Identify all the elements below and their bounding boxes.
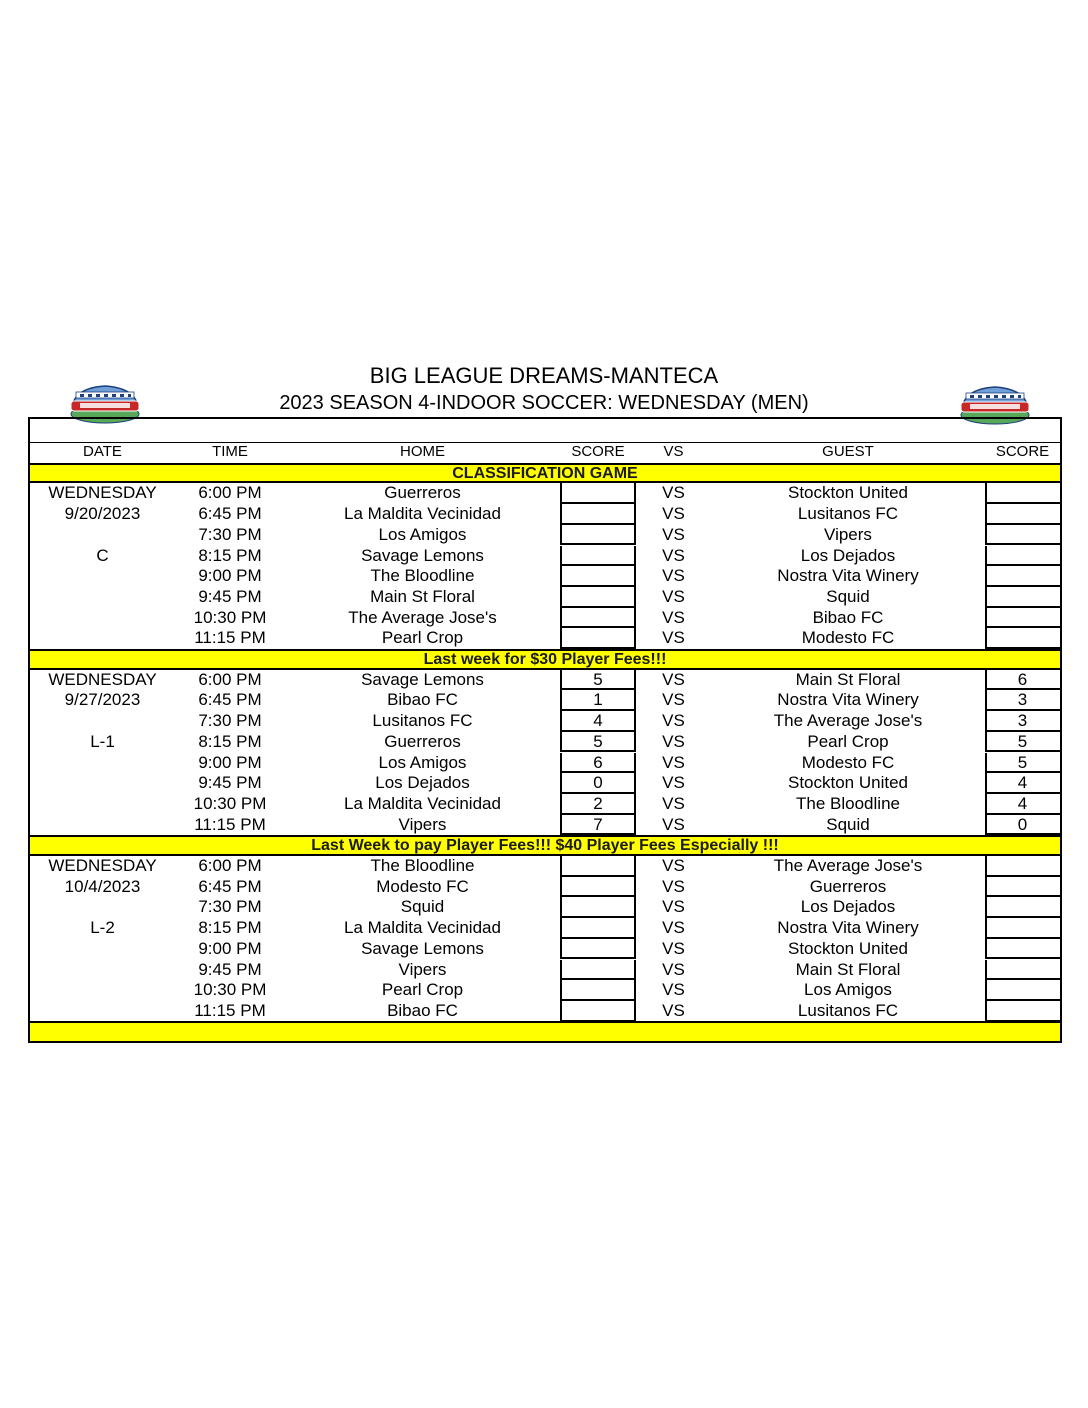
game-time: 6:45 PM [198, 504, 262, 524]
home-score [560, 918, 636, 939]
game-time: 6:00 PM [198, 483, 262, 503]
vs-label: VS [662, 545, 685, 565]
table-row [30, 546, 1060, 567]
game-time: 6:00 PM [198, 856, 262, 875]
game-time: 9:00 PM [198, 566, 262, 586]
home-score: 6 [593, 752, 603, 772]
guest-team: Main St Floral [795, 669, 901, 689]
guest-score [985, 628, 1060, 649]
round-label: L-2 [90, 918, 115, 938]
column-header-home: HOME [400, 443, 445, 460]
home-team: Modesto FC [376, 876, 469, 896]
vs-label: VS [662, 607, 685, 627]
game-time: 8:15 PM [198, 545, 262, 565]
vs-label: VS [662, 980, 685, 1000]
guest-score [985, 504, 1060, 525]
home-team: The Bloodline [370, 566, 475, 586]
home-score [560, 877, 636, 898]
table-row [30, 794, 1060, 815]
guest-score [985, 546, 1060, 567]
home-score [560, 587, 636, 608]
vs-label: VS [662, 897, 685, 917]
game-time: 9:00 PM [198, 752, 262, 772]
vs-label: VS [662, 1000, 685, 1020]
home-score [560, 608, 636, 629]
vs-label: VS [662, 690, 685, 710]
home-team: Los Dejados [375, 773, 470, 793]
game-time: 9:45 PM [198, 959, 262, 979]
table-row [30, 753, 1060, 774]
home-score: 5 [593, 731, 603, 751]
home-score [560, 504, 636, 525]
guest-team: Stockton United [787, 483, 908, 503]
home-team: Main St Floral [370, 586, 475, 606]
guest-score: 5 [1017, 752, 1028, 772]
table-row [30, 525, 1060, 546]
guest-score [985, 608, 1060, 629]
schedule-table [28, 417, 1062, 1043]
vs-label: VS [662, 483, 685, 503]
guest-team: Lusitanos FC [797, 1000, 899, 1020]
table-row [30, 877, 1060, 898]
vs-label: VS [662, 856, 685, 875]
guest-score [985, 960, 1060, 981]
table-row [30, 897, 1060, 918]
home-team: Vipers [398, 959, 447, 979]
home-team: Los Amigos [378, 752, 467, 772]
guest-team: The Average Jose's [773, 711, 923, 731]
home-team: Squid [400, 897, 445, 917]
guest-score [985, 897, 1060, 918]
guest-score [985, 1001, 1060, 1022]
home-score [560, 483, 636, 504]
vs-label: VS [662, 918, 685, 938]
section-banner: Last Week to pay Player Fees!!! $40 Player Fees Especially !!! [30, 835, 1060, 856]
game-time: 10:30 PM [193, 607, 267, 627]
home-team: Savage Lemons [361, 545, 484, 565]
game-time: 8:15 PM [198, 731, 262, 751]
vs-label: VS [662, 524, 685, 544]
game-date: 9/20/2023 [64, 504, 141, 524]
column-header-time: TIME [212, 443, 248, 460]
vs-label: VS [662, 959, 685, 979]
guest-score [985, 566, 1060, 587]
guest-team: Guerreros [809, 876, 887, 896]
table-row [30, 980, 1060, 1001]
guest-score: 5 [1017, 731, 1028, 751]
game-time: 7:30 PM [198, 524, 262, 544]
home-team: The Bloodline [370, 856, 475, 875]
home-team: Guerreros [384, 731, 461, 751]
footer-bar [30, 1021, 1060, 1041]
home-team: Savage Lemons [361, 938, 484, 958]
table-row [30, 504, 1060, 525]
table-row [30, 587, 1060, 608]
section-banner: CLASSIFICATION GAME [30, 463, 1060, 484]
table-row [30, 711, 1060, 732]
table-row [30, 918, 1060, 939]
table-row [30, 1001, 1060, 1022]
home-score [560, 566, 636, 587]
table-row [30, 690, 1060, 711]
guest-team: Nostra Vita Winery [777, 918, 919, 938]
game-day: WEDNESDAY [48, 669, 157, 689]
guest-team: Main St Floral [795, 959, 901, 979]
home-team: La Maldita Vecinidad [344, 918, 501, 938]
home-team: La Maldita Vecinidad [344, 793, 501, 813]
guest-score [985, 483, 1060, 504]
home-team: Vipers [398, 814, 447, 834]
home-score [560, 939, 636, 960]
column-header-home-score: SCORE [571, 443, 625, 460]
vs-label: VS [662, 504, 685, 524]
guest-score [985, 856, 1060, 877]
guest-team: Modesto FC [801, 752, 895, 772]
home-score: 0 [593, 773, 603, 793]
section-banner: Last week for $30 Player Fees!!! [30, 649, 1060, 670]
page-subtitle: 2023 SEASON 4-INDOOR SOCCER: WEDNESDAY (MEN) [279, 392, 809, 414]
guest-team: Stockton United [787, 773, 908, 793]
table-row [30, 732, 1060, 753]
table-row [30, 939, 1060, 960]
table-row [30, 856, 1060, 877]
home-score: 2 [593, 793, 603, 813]
game-time: 6:45 PM [198, 876, 262, 896]
guest-score [985, 525, 1060, 546]
guest-score: 4 [1017, 773, 1028, 793]
home-score [560, 546, 636, 567]
home-team: La Maldita Vecinidad [344, 504, 501, 524]
home-team: The Average Jose's [348, 607, 497, 627]
guest-score: 3 [1017, 690, 1028, 710]
page-title: BIG LEAGUE DREAMS-MANTECA [369, 363, 719, 388]
guest-team: Modesto FC [801, 628, 895, 648]
home-score [560, 980, 636, 1001]
guest-score: 0 [1017, 814, 1028, 834]
table-row [30, 628, 1060, 649]
vs-label: VS [662, 731, 685, 751]
guest-score [985, 939, 1060, 960]
home-score [560, 628, 636, 649]
vs-label: VS [662, 752, 685, 772]
table-row [30, 483, 1060, 504]
vs-label: VS [662, 793, 685, 813]
home-score: 7 [593, 814, 603, 834]
game-time: 8:15 PM [198, 918, 262, 938]
home-score: 4 [593, 711, 603, 731]
guest-team: Nostra Vita Winery [777, 566, 919, 586]
home-team: Bibao FC [387, 1000, 458, 1020]
table-row [30, 566, 1060, 587]
guest-team: Pearl Crop [807, 731, 889, 751]
home-team: Pearl Crop [381, 628, 464, 648]
guest-score [985, 877, 1060, 898]
home-score [560, 1001, 636, 1022]
guest-team: Stockton United [787, 938, 908, 958]
guest-team: Los Dejados [800, 897, 896, 917]
guest-team: Los Dejados [800, 545, 896, 565]
round-label: C [96, 545, 109, 565]
home-team: Pearl Crop [381, 980, 464, 1000]
guest-score: 3 [1017, 711, 1028, 731]
home-team: Lusitanos FC [372, 711, 473, 731]
column-header-vs: VS [663, 443, 684, 460]
game-date: 9/27/2023 [64, 690, 141, 710]
game-time: 6:45 PM [198, 690, 262, 710]
home-score [560, 525, 636, 546]
game-time: 10:30 PM [193, 980, 267, 1000]
game-time: 9:45 PM [198, 773, 262, 793]
column-header-row [30, 442, 1060, 463]
game-time: 11:15 PM [194, 628, 266, 648]
home-score [560, 897, 636, 918]
vs-label: VS [662, 711, 685, 731]
vs-label: VS [662, 669, 685, 689]
game-time: 11:15 PM [194, 814, 266, 834]
home-score: 1 [593, 690, 603, 710]
column-header-guest: GUEST [822, 443, 874, 460]
home-score: 5 [593, 669, 603, 689]
guest-team: Nostra Vita Winery [777, 690, 919, 710]
vs-label: VS [662, 586, 685, 606]
guest-score [985, 918, 1060, 939]
vs-label: VS [662, 938, 685, 958]
home-score [560, 856, 636, 877]
table-row [30, 608, 1060, 629]
guest-team: The Bloodline [796, 793, 900, 813]
home-team: Guerreros [384, 483, 461, 503]
game-time: 7:30 PM [198, 711, 262, 731]
guest-team: Squid [826, 586, 870, 606]
vs-label: VS [662, 566, 685, 586]
guest-team: Vipers [824, 524, 872, 544]
home-team: Bibao FC [387, 690, 458, 710]
vs-label: VS [662, 773, 685, 793]
guest-team: Los Amigos [804, 980, 892, 1000]
table-row [30, 773, 1060, 794]
game-time: 9:00 PM [198, 938, 262, 958]
guest-score [985, 980, 1060, 1001]
guest-team: Squid [826, 814, 870, 834]
home-team: Los Amigos [378, 524, 467, 544]
game-day: WEDNESDAY [48, 483, 157, 503]
vs-label: VS [662, 876, 685, 896]
table-row [30, 670, 1060, 691]
home-score [560, 960, 636, 981]
vs-label: VS [662, 628, 685, 648]
game-day: WEDNESDAY [48, 856, 157, 875]
guest-team: The Average Jose's [773, 856, 923, 875]
guest-team: Bibao FC [812, 607, 884, 627]
guest-team: Lusitanos FC [797, 504, 899, 524]
column-header-date: DATE [83, 443, 122, 460]
guest-score [985, 587, 1060, 608]
game-time: 6:00 PM [198, 669, 262, 689]
round-label: L-1 [90, 731, 115, 751]
home-team: Savage Lemons [361, 669, 484, 689]
game-time: 10:30 PM [193, 793, 267, 813]
game-time: 9:45 PM [198, 586, 262, 606]
game-time: 7:30 PM [198, 897, 262, 917]
vs-label: VS [662, 814, 685, 834]
guest-score: 6 [1017, 669, 1028, 689]
table-row [30, 815, 1060, 836]
guest-score: 4 [1017, 793, 1028, 813]
table-row [30, 960, 1060, 981]
game-time: 11:15 PM [194, 1000, 266, 1020]
game-date: 10/4/2023 [64, 876, 141, 896]
column-header-guest-score: SCORE [995, 443, 1050, 460]
